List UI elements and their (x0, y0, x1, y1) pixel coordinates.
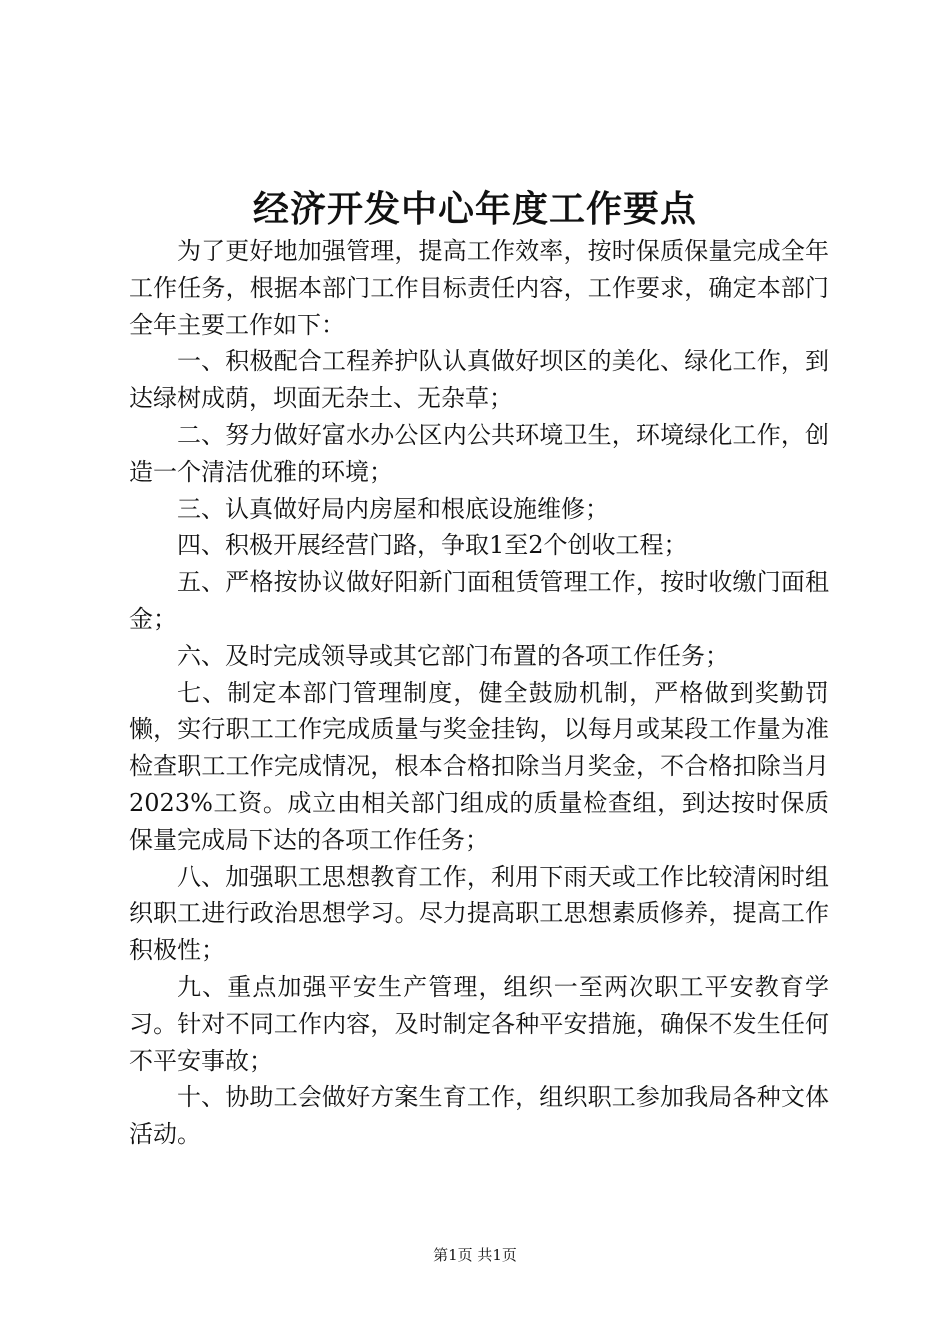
paragraph-item-6: 六、及时完成领导或其它部门布置的各项工作任务； (177, 641, 729, 670)
document-body (129, 233, 829, 1153)
page-footer: 第1页 共1页 (433, 1246, 517, 1264)
paragraph-item-2: 二、努力做好富水办公区内公共环境卫生，环境绿化工作，创造一个清洁优雅的环境； (129, 420, 829, 486)
paragraph-item-3: 三、认真做好局内房屋和根底设施维修； (177, 494, 609, 523)
paragraph-item-9: 九、重点加强平安生产管理，组织一至两次职工平安教育学习。针对不同工作内容，及时制定各种平安措施，确保不发生任何不平安事故； (129, 972, 829, 1075)
paragraph-item-1: 一、积极配合工程养护队认真做好坝区的美化、绿化工作，到达绿树成荫，坝面无杂土、无杂草； (129, 347, 829, 413)
paragraph-item-5: 五、严格按协议做好阳新门面租赁管理工作，按时收缴门面租金； (129, 568, 829, 633)
paragraph-item-7: 七、制定本部门管理制度，健全鼓励机制，严格做到奖勤罚懒，实行职工工作完成质量与奖金挂钩，以每月或某段工作量为准检查职工工作完成情况，根本合格扣除当月奖金，不合格扣除当月2023%工资。成立由相关部门组成的质量检查组，到达按时保质保量完成局下达的各项工作任务； (129, 678, 829, 854)
paragraph-item-10: 十、协助工会做好方案生育工作，组织职工参加我局各种文体活动。 (129, 1083, 829, 1149)
document-title: 经济开发中心年度工作要点 (252, 188, 697, 230)
paragraph-item-8: 八、加强职工思想教育工作，利用下雨天或工作比较清闲时组织职工进行政治思想学习。尽力提高职工思想素质修养，提高工作积极性； (129, 862, 829, 965)
paragraph-item-4: 四、积极开展经营门路，争取1至2个创收工程； (177, 531, 688, 560)
paragraph-intro: 为了更好地加强管理，提高工作效率，按时保质保量完成全年工作任务，根据本部门工作目标责任内容，工作要求，确定本部门全年主要工作如下： (129, 237, 829, 339)
